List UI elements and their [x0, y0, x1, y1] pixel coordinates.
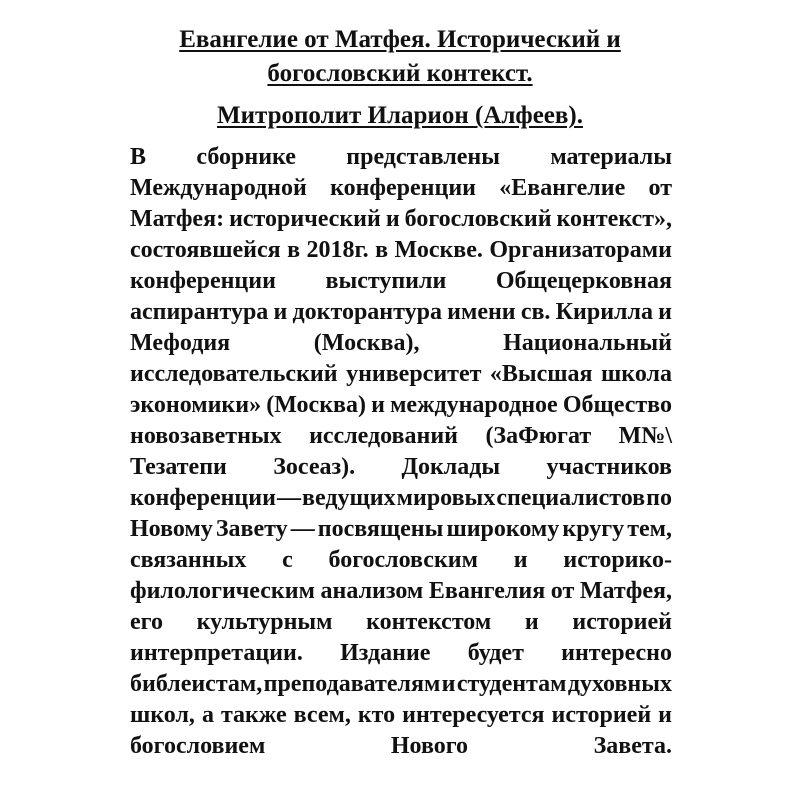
body-word: от: [648, 175, 672, 201]
body-word: и: [524, 609, 539, 635]
body-word: по: [646, 485, 672, 511]
body-word: Общецерковная: [495, 268, 672, 294]
body-line: [130, 514, 672, 545]
body-line: [130, 328, 672, 359]
body-word: конференции: [130, 268, 276, 294]
body-word: (ЗаФюгат: [485, 423, 592, 449]
body-word: сборнике: [196, 144, 296, 170]
body-word: М№\: [618, 423, 672, 449]
body-word: состоявшейся: [130, 237, 281, 263]
body-word: от: [550, 578, 575, 604]
body-word: исследований: [309, 423, 458, 449]
body-word: университет: [346, 361, 482, 387]
body-word: а: [201, 702, 214, 728]
body-word: Организаторами: [489, 237, 672, 263]
body-word: посвящены: [317, 516, 444, 542]
body-word: анализом: [320, 578, 424, 604]
body-word: Матфея:: [130, 206, 225, 232]
title-text-1: Евангелие от Матфея. Исторический и: [179, 26, 621, 53]
body-line: [130, 700, 672, 731]
body-word: мировых: [396, 485, 496, 511]
body-paragraph: [130, 142, 672, 762]
body-word: конференции: [130, 485, 276, 511]
body-word: связанных: [130, 547, 247, 573]
body-word: «Высшая: [489, 361, 593, 387]
body-word: —: [276, 485, 301, 511]
body-word: св.: [520, 299, 551, 325]
body-word: (Москва),: [313, 330, 420, 356]
body-word: —: [290, 516, 315, 542]
body-word: аспирантура: [130, 299, 269, 325]
body-word: в: [287, 237, 301, 263]
body-line: [130, 235, 672, 266]
body-line: [130, 483, 672, 514]
body-word: историей: [572, 609, 672, 635]
body-word: Национальный: [503, 330, 672, 356]
body-word: и: [371, 392, 385, 418]
body-word: интерпретации.: [130, 640, 303, 666]
body-word: школа: [601, 361, 672, 387]
body-word: международное: [390, 392, 558, 418]
body-line: [130, 359, 672, 390]
body-line: [130, 421, 672, 452]
body-word: интересно: [561, 640, 672, 666]
body-word: представлены: [346, 144, 500, 170]
body-word: контекст»,: [556, 206, 672, 232]
body-word: В: [130, 144, 147, 170]
body-line: [130, 452, 672, 483]
body-word: историей: [551, 702, 652, 728]
body-line: [130, 142, 672, 173]
body-word: богословским: [328, 547, 478, 573]
title-line-2: [0, 59, 800, 89]
body-word: докторантура: [292, 299, 442, 325]
body-word: Москве.: [394, 237, 483, 263]
body-word: преподавателям: [263, 671, 441, 697]
body-word: конференции: [330, 175, 476, 201]
body-word: Зосеаз).: [273, 454, 356, 480]
body-word: и: [441, 671, 456, 697]
body-word: духовных: [567, 671, 672, 697]
body-word: Мефодия: [130, 330, 231, 356]
body-word: богословский: [404, 206, 552, 232]
body-word: его: [130, 609, 163, 635]
body-word: культурным: [196, 609, 333, 635]
body-word: интересуется: [402, 702, 545, 728]
body-word: исследовательский: [130, 361, 338, 387]
body-word: Общество: [562, 392, 672, 418]
author-text: Митрополит Иларион (Алфеев).: [217, 102, 583, 129]
body-line: [130, 266, 672, 297]
body-line: [130, 545, 672, 576]
body-line: [130, 390, 672, 421]
body-word: школ,: [130, 702, 195, 728]
title-text-2: богословский контекст.: [267, 60, 533, 87]
body-word: Новому: [130, 516, 213, 542]
body-word: Матфея,: [579, 578, 672, 604]
body-word: Доклады: [401, 454, 501, 480]
body-line: [130, 297, 672, 328]
body-word: также: [220, 702, 287, 728]
body-word: 2018г.: [306, 237, 369, 263]
body-line: богословием Нового Завета.: [130, 733, 672, 759]
body-word: Тезатепи: [130, 454, 227, 480]
body-word: и: [273, 299, 288, 325]
body-word: всем,: [293, 702, 351, 728]
body-word: историко-: [563, 547, 672, 573]
body-word: и: [385, 206, 400, 232]
body-word: Международной: [130, 175, 307, 201]
body-word: Завету: [215, 516, 288, 542]
body-word: новозаветных: [130, 423, 282, 449]
body-word: специалистов: [496, 485, 646, 511]
body-word: Издание: [340, 640, 431, 666]
body-line: [130, 638, 672, 669]
body-word: в: [375, 237, 389, 263]
body-line: [130, 576, 672, 607]
body-word: филологическим: [130, 578, 315, 604]
body-word: и: [513, 547, 528, 573]
body-word: (Москва): [266, 392, 366, 418]
body-word: с: [282, 547, 293, 573]
body-word: и: [658, 702, 672, 728]
body-word: кругу: [562, 516, 625, 542]
body-word: имени: [447, 299, 516, 325]
body-word: ведущих: [302, 485, 396, 511]
body-word: широкому: [446, 516, 560, 542]
body-word: и: [658, 299, 672, 325]
body-word: тем,: [627, 516, 672, 542]
body-word: материалы: [550, 144, 672, 170]
author-line: [0, 101, 800, 131]
body-word: исторический: [229, 206, 381, 232]
body-word: кто: [357, 702, 396, 728]
body-line: [130, 173, 672, 204]
body-word: контекстом: [366, 609, 492, 635]
body-word: будет: [467, 640, 524, 666]
body-word: библеистам,: [130, 671, 263, 697]
body-word: участников: [546, 454, 672, 480]
body-word: экономики»: [130, 392, 262, 418]
body-line: [130, 669, 672, 700]
body-word: студентам: [456, 671, 567, 697]
body-word: Евангелия: [428, 578, 546, 604]
body-word: Кирилла: [555, 299, 653, 325]
body-word: выступили: [325, 268, 447, 294]
body-line: [130, 607, 672, 638]
body-line: [130, 204, 672, 235]
body-word: «Евангелие: [499, 175, 626, 201]
title-line-1: [0, 25, 800, 55]
